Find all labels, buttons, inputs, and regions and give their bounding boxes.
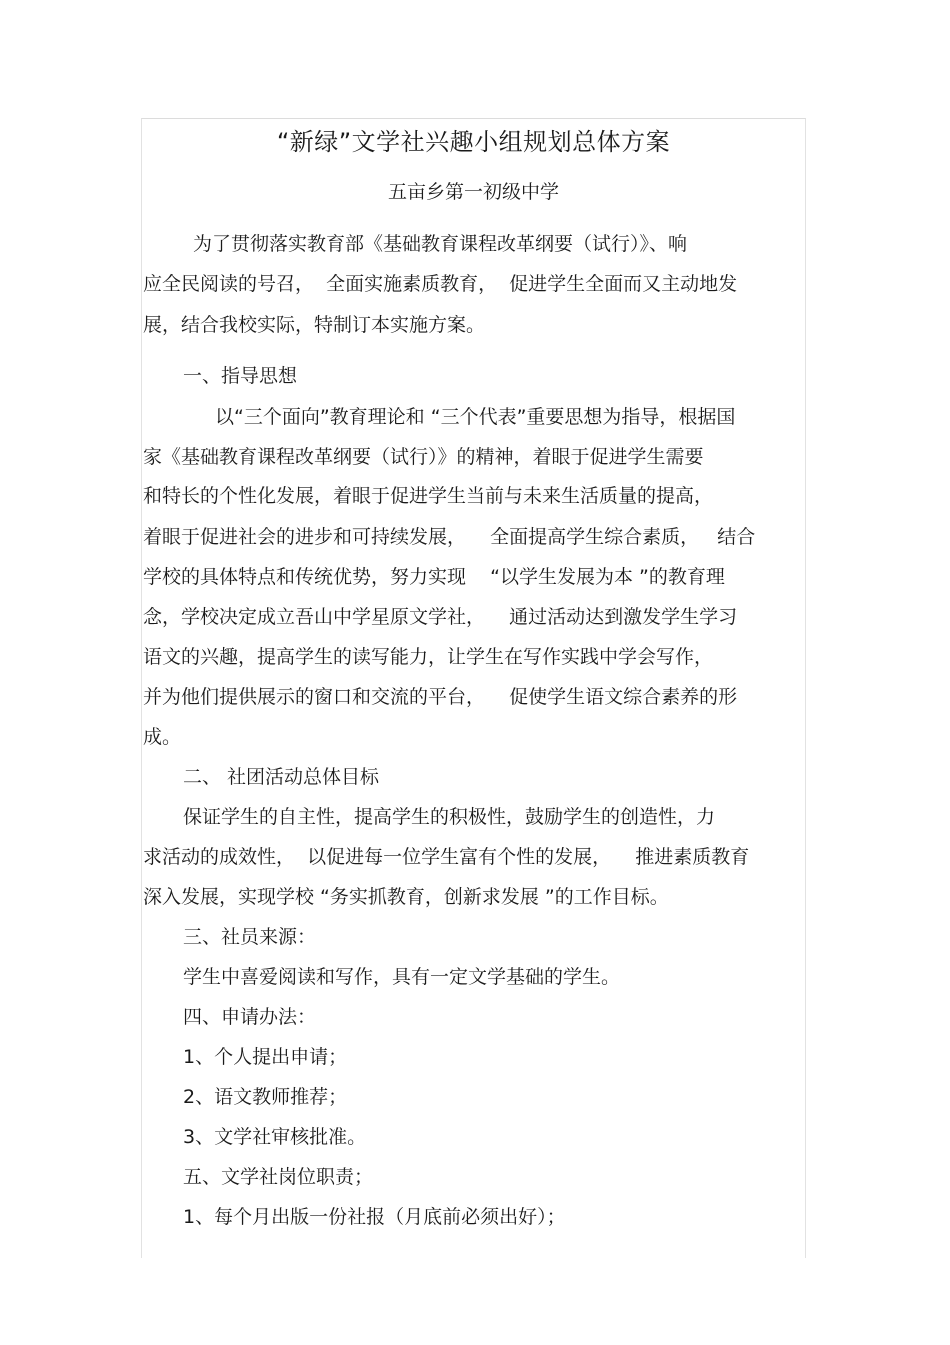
body-line: 和特长的个性化发展，着眼于促进学生当前与未来生活质量的提高， bbox=[143, 485, 714, 507]
list-item: 3、文学社审核批准。 bbox=[183, 1126, 367, 1148]
body-line: 深入发展，实现学校 “务实抓教育，创新求发展 ”的工作目标。 bbox=[143, 886, 669, 908]
body-line: 以“三个面向”教育理论和 “三个代表”重要思想为指导，根据国 bbox=[215, 406, 736, 428]
body-line: 展，结合我校实际，特制订本实施方案。 bbox=[143, 314, 486, 336]
section-heading: 三、社员来源： bbox=[183, 926, 317, 948]
body-line: 学生中喜爱阅读和写作，具有一定文学基础的学生。 bbox=[183, 966, 621, 988]
body-line: 求活动的成效性， 以促进每一位学生富有个性的发展， 推进素质教育 bbox=[143, 846, 750, 868]
section-heading: 二、 社团活动总体目标 bbox=[183, 766, 380, 788]
body-line: 为了贯彻落实教育部《基础教育课程改革纲要（试行）》、响 bbox=[193, 233, 688, 255]
document-title: “新绿”文学社兴趣小组规划总体方案 bbox=[276, 128, 671, 156]
body-line: 学校的具体特点和传统优势，努力实现 “以学生发展为本 ”的教育理 bbox=[143, 566, 725, 588]
body-line: 并为他们提供展示的窗口和交流的平台， 促使学生语文综合素养的形 bbox=[143, 686, 738, 708]
body-line: 着眼于促进社会的进步和可持续发展， 全面提高学生综合素质， 结合 bbox=[143, 526, 756, 548]
body-line: 家《基础教育课程改革纲要（试行）》的精神，着眼于促进学生需要 bbox=[143, 446, 704, 468]
body-line: 语文的兴趣，提高学生的读写能力，让学生在写作实践中学会写作， bbox=[143, 646, 714, 668]
body-line: 应全民阅读的号召， 全面实施素质教育， 促进学生全面而又主动地发 bbox=[143, 273, 738, 295]
list-item: 2、语文教师推荐； bbox=[183, 1086, 348, 1108]
list-item: 1、个人提出申请； bbox=[183, 1046, 348, 1068]
section-heading: 四、申请办法： bbox=[183, 1006, 317, 1028]
body-line: 成。 bbox=[143, 726, 182, 748]
body-line: 念，学校决定成立吾山中学星原文学社， 通过活动达到激发学生学习 bbox=[143, 606, 738, 628]
section-heading: 五、文学社岗位职责； bbox=[183, 1166, 374, 1188]
section-heading: 一、指导思想 bbox=[183, 365, 298, 387]
school-name: 五亩乡第一初级中学 bbox=[387, 181, 559, 203]
body-line: 保证学生的自主性，提高学生的积极性，鼓励学生的创造性，力 bbox=[183, 806, 716, 828]
list-item: 1、每个月出版一份社报（月底前必须出好）； bbox=[183, 1206, 566, 1228]
